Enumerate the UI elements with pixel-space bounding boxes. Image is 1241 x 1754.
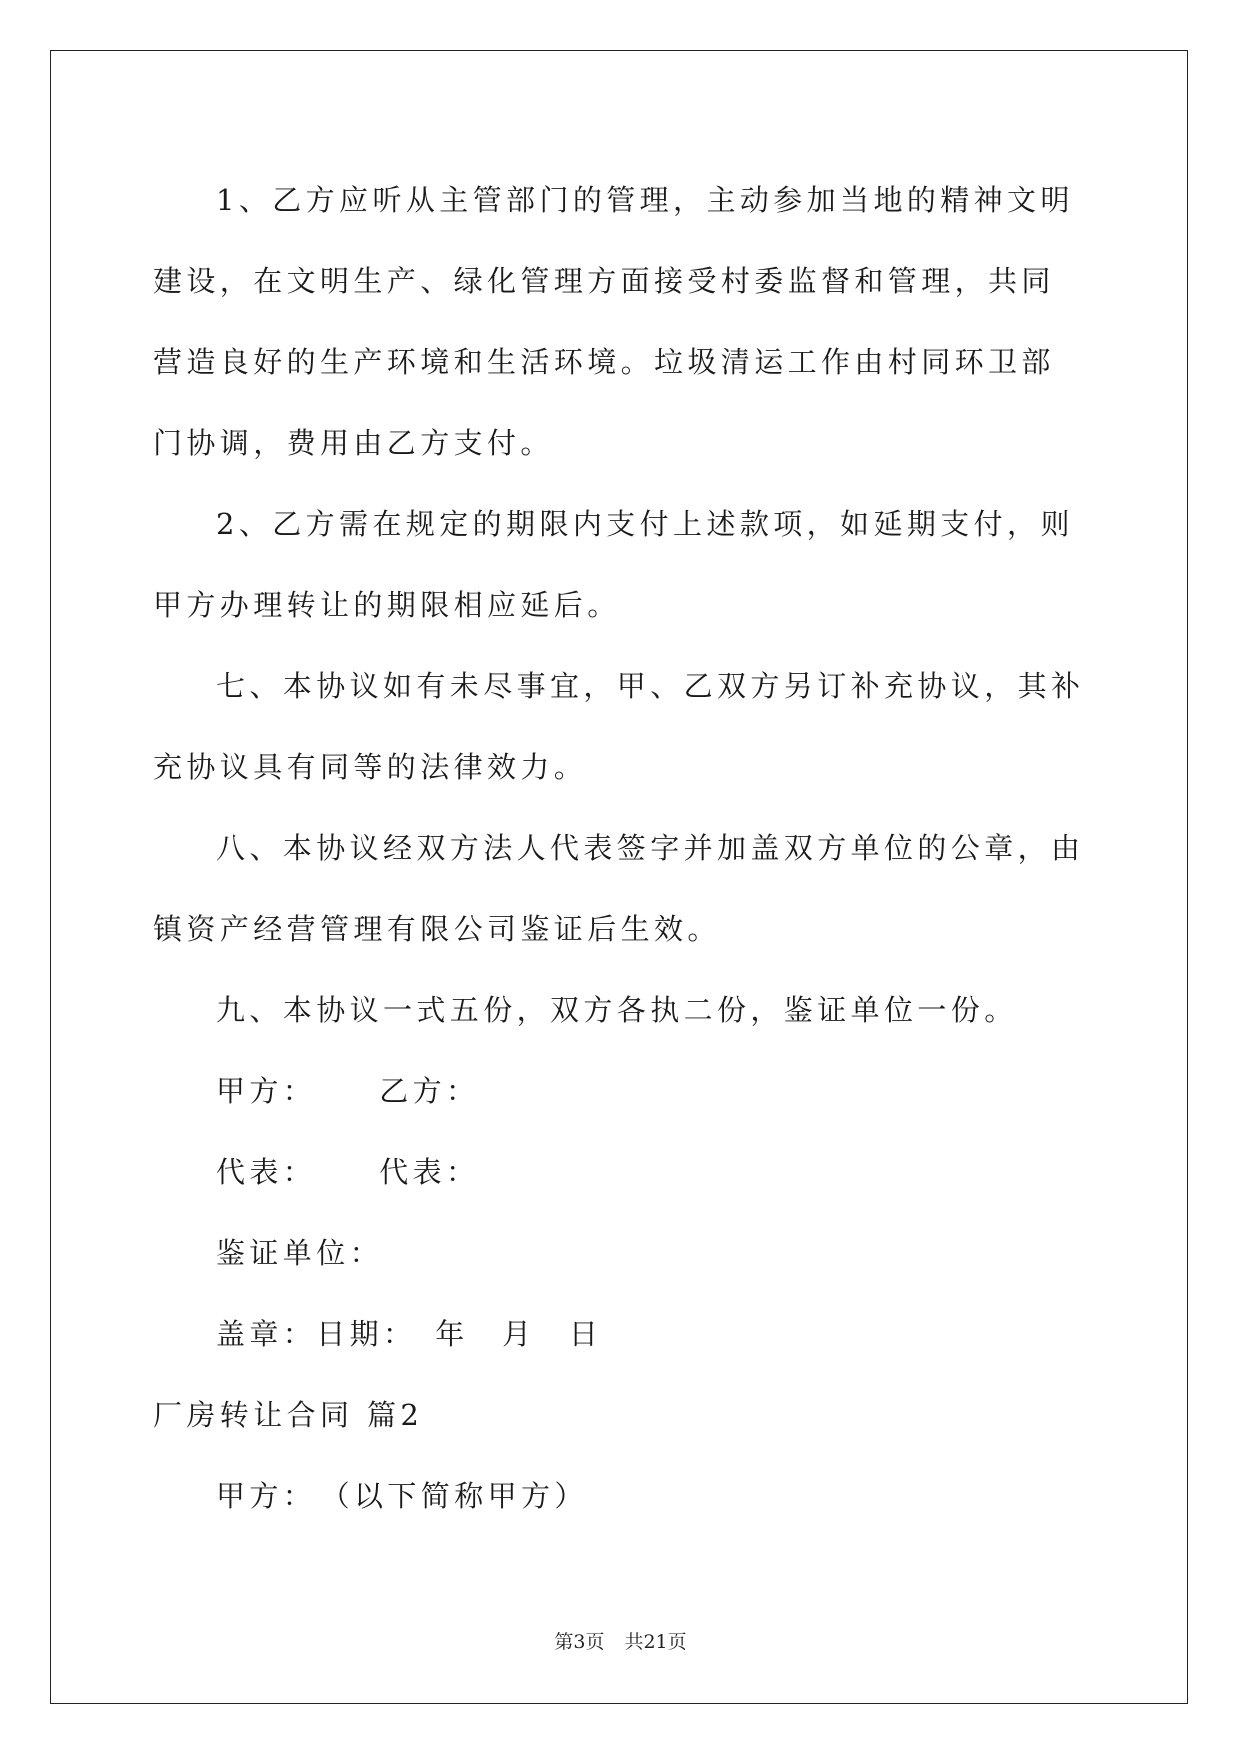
party-a-label: 甲方：: [216, 1074, 317, 1108]
clause-1: 1、乙方应听从主管部门的管理，主动参加当地的精神文明建设，在文明生产、绿化管理方面接受村委监督和管理，共同营造良好的生产环境和生活环境。垃圾清运工作由村同环卫部门协调，费用由乙方支付。: [153, 183, 1074, 460]
page-footer: [0, 1627, 1241, 1654]
document-body: [153, 160, 1088, 1537]
clause-2: 2、乙方需在规定的期限内支付上述款项，如延期支付，则甲方办理转让的期限相应延后。: [153, 507, 1074, 622]
party-b-label: 乙方：: [379, 1074, 480, 1108]
section-heading: 厂房转让合同 篇2: [153, 1398, 424, 1432]
page-total: 共21页: [624, 1631, 687, 1653]
rep-b-label: 代表：: [379, 1155, 480, 1189]
clause-9: 九、本协议一式五份，双方各执二份，鉴证单位一份。: [216, 993, 1018, 1027]
party-line: [153, 1051, 1088, 1132]
page-number: 第3页: [554, 1631, 605, 1653]
rep-a-label: 代表：: [216, 1155, 317, 1189]
clause-7: 七、本协议如有未尽事宜，甲、乙双方另订补充协议，其补充协议具有同等的法律效力。: [153, 669, 1085, 784]
party-a-intro: 甲方： （以下简称甲方）: [216, 1479, 588, 1513]
clause-8: 八、本协议经双方法人代表签字并加盖双方单位的公章，由镇资产经营管理有限公司鉴证后生效。: [153, 831, 1085, 946]
representative-line: [153, 1132, 1088, 1213]
seal-date-line: 盖章：日期： 年 月 日: [216, 1317, 603, 1351]
verifier-line: 鉴证单位：: [216, 1236, 384, 1270]
